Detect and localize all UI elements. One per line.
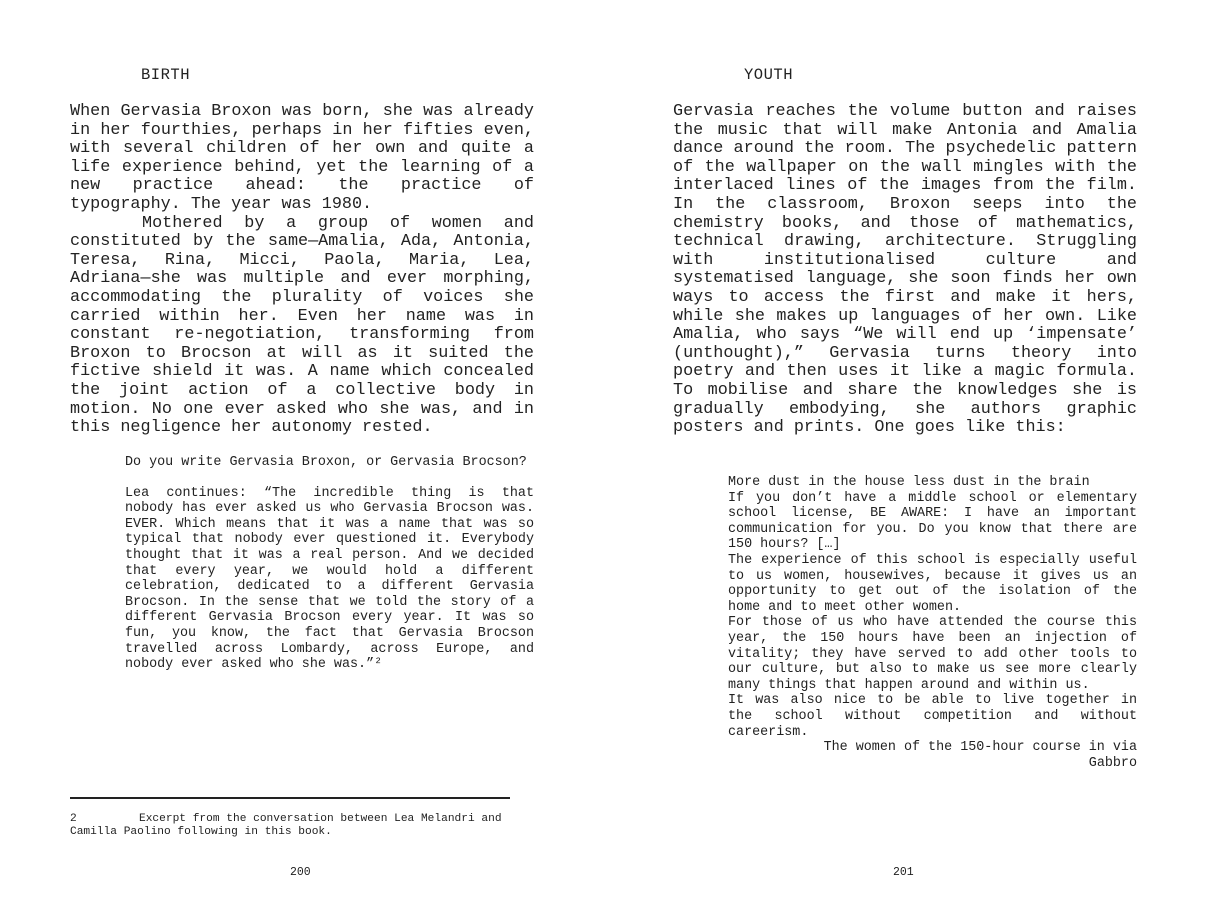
poster-signature: The women of the 150-hour course in via Gabbro xyxy=(823,740,1137,771)
poster-line-title: More dust in the house less dust in the brain xyxy=(728,475,1090,490)
poster-line-vitality: For those of us who have attended the course this year, the 150 hours have been an injection of vitality; they have served to add other tools to our culture, but also to make us see more clearly many things that happen around and within us. xyxy=(728,615,1137,693)
footnote-text: Excerpt from the conversation between Lea Melandri and Camilla Paolino following in this book. xyxy=(70,813,502,838)
page-number-right: 201 xyxy=(893,866,914,879)
quote-answer: Lea continues: “The incredible thing is that nobody has ever asked us who Gervasia Brocson was. EVER. Which means that it was a name that was so typical that nobody ever questioned it. Everybody thought that it was a real person. And we decided that every year, we would hold a different celebration, dedicated to a different Gervasia Brocson. In the sense that we told the story of a different Gervasia Brocson every year. It was so fun, you know, the fact that Gervasia Brocson travelled across Lombardy, across Europe, and nobody ever asked who she was.”² xyxy=(125,485,534,673)
poster-line-together: It was also nice to be able to live together in the school without competition and without careerism. xyxy=(728,693,1137,740)
left-body-text xyxy=(70,103,534,438)
page-number-left: 200 xyxy=(290,866,311,879)
right-body-text xyxy=(673,103,1137,438)
quote-question: Do you write Gervasia Broxon, or Gervasia Brocson? xyxy=(125,455,527,470)
footnote-number: 2 xyxy=(70,813,77,825)
left-page xyxy=(70,0,534,904)
poster-line-notice: If you don’t have a middle school or elementary school license, BE AWARE: I have an important communication for you. Do you know that there are 150 hours? […] xyxy=(728,490,1137,553)
chapter-heading-birth: BIRTH xyxy=(141,66,191,84)
chapter-heading-youth: YOUTH xyxy=(744,66,794,84)
paragraph-birth-2: Mothered by a group of women and constituted by the same—Amalia, Ada, Antonia, Teresa, Rina, Micci, Paola, Maria, Lea, Adriana—she was multiple and ever morphing, accommodating the plurality of voices she carried within her. Even her name was in constant re-negotiation, transforming from Broxon to Brocson at will as it suited the fictive shield it was. A name which concealed the joint action of a collective body in motion. No one ever asked who she was, and in this negligence her autonomy rested. xyxy=(70,213,534,438)
right-page xyxy=(673,0,1137,904)
poster-line-experience: The experience of this school is especially useful to us women, housewives, because it gives us an opportunity to get out of the isolation of the home and to meet other women. xyxy=(728,552,1137,615)
interview-quote xyxy=(125,455,534,673)
poster-quote xyxy=(728,475,1137,771)
paragraph-birth-1: When Gervasia Broxon was born, she was already in her fourthies, perhaps in her fifties even, with several children of her own and quite a life experience behind, yet the learning of a new practice ahead: the practice of typography. The year was 1980. xyxy=(70,102,534,214)
paragraph-youth: Gervasia reaches the volume button and raises the music that will make Antonia and Amalia dance around the room. The psychedelic pattern of the wallpaper on the wall mingles with the interlaced lines of the images from the film. In the classroom, Broxon seeps into the chemistry books, and those of mathematics, technical drawing, architecture. Struggling with institutionalised culture and systematised language, she soon finds her own ways to access the first and make it hers, while she makes up languages of her own. Like Amalia, who says “We will end up ‘impensate’ (unthought),” Gervasia turns theory into poetry and then uses it like a magic formula. To mobilise and share the knowledges she is gradually embodying, she authors graphic posters and prints. One goes like this: xyxy=(673,102,1137,438)
footnote xyxy=(70,813,512,838)
footnote-divider xyxy=(70,797,510,799)
